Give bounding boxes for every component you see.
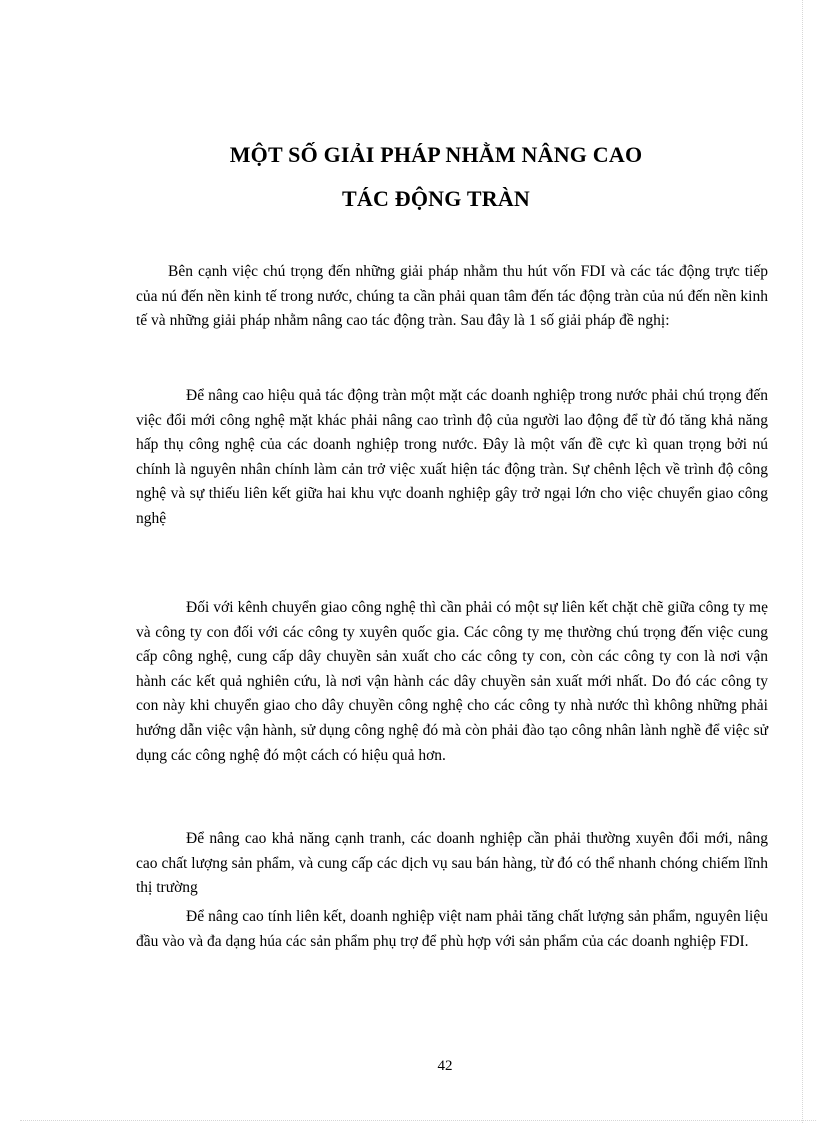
paragraph-intro: Bên cạnh việc chú trọng đến những giải pháp nhằm thu hút vốn FDI và các tác động trực tiếp của nú đến nền kinh tế trong nước, chúng ta cần phải quan tâm đến tác động tràn của nú đến nền kinh tế và những giải pháp nhằm nâng cao tác động tràn. Sau đây là 1 số giải pháp đề nghị: bbox=[136, 263, 768, 330]
paragraph-competitiveness: Để nâng cao khả năng cạnh tranh, các doanh nghiệp cần phải thường xuyên đổi mới, nâng cao chất lượng sản phẩm, và cung cấp các dịch vụ sau bán hàng, từ đó có thể nhanh chóng chiếm lĩnh thị trường bbox=[136, 830, 768, 897]
page-margin-guide-vertical bbox=[802, 0, 803, 1123]
paragraph-technology-renewal: Để nâng cao hiệu quả tác động tràn một mặt các doanh nghiệp trong nước phải chú trọng đến việc đổi mới công nghệ mặt khác phải nâng cao trình độ của người lao động để từ đó tăng khả năng hấp thụ công nghệ của các doanh nghiệp trong nước. Đây là một vấn đề cực kì quan trọng bởi nú chính là nguyên nhân chính làm cản trở việc xuất hiện tác động tràn. Sự chênh lệch về trình độ công nghệ và sự thiếu liên kết giữa hai khu vực doanh nghiệp gây trở ngại lớn cho việc chuyển giao công nghệ bbox=[136, 387, 768, 527]
page-title-line-2: TÁC ĐỘNG TRÀN bbox=[342, 186, 530, 211]
paragraph-linkage: Để nâng cao tính liên kết, doanh nghiệp việt nam phải tăng chất lượng sản phẩm, nguyên liệu đầu vào và đa dạng húa các sản phẩm phụ trợ để phù hợp với sản phẩm của các doanh nghiệp FDI. bbox=[136, 908, 768, 950]
page-number: 42 bbox=[437, 1058, 453, 1074]
paragraph-technology-transfer: Đối với kênh chuyển giao công nghệ thì cần phải có một sự liên kết chặt chẽ giữa công ty mẹ và công ty con đối với các công ty xuyên quốc gia. Các công ty mẹ thường chú trọng đến việc cung cấp công nghệ, cung cấp dây chuyền sản xuất cho các công ty con, còn các công ty con là nơi vận hành các kết quả nghiên cứu, là nơi vận hành các dây chuyền sản xuất mới nhất. Do đó các công ty con này khi chuyển giao cho dây chuyền công nghệ cho các công ty nhà nước thì không những phải hướng dẫn việc vận hành, sử dụng công nghệ đó mà còn phải đào tạo công nhân lành nghề để việc sử dụng các công nghệ đó một cách có hiệu quả hơn. bbox=[136, 599, 768, 764]
page-title-line-1: MỘT SỐ GIẢI PHÁP NHẰM NÂNG CAO bbox=[229, 142, 643, 167]
page-margin-guide-horizontal bbox=[20, 1120, 816, 1121]
